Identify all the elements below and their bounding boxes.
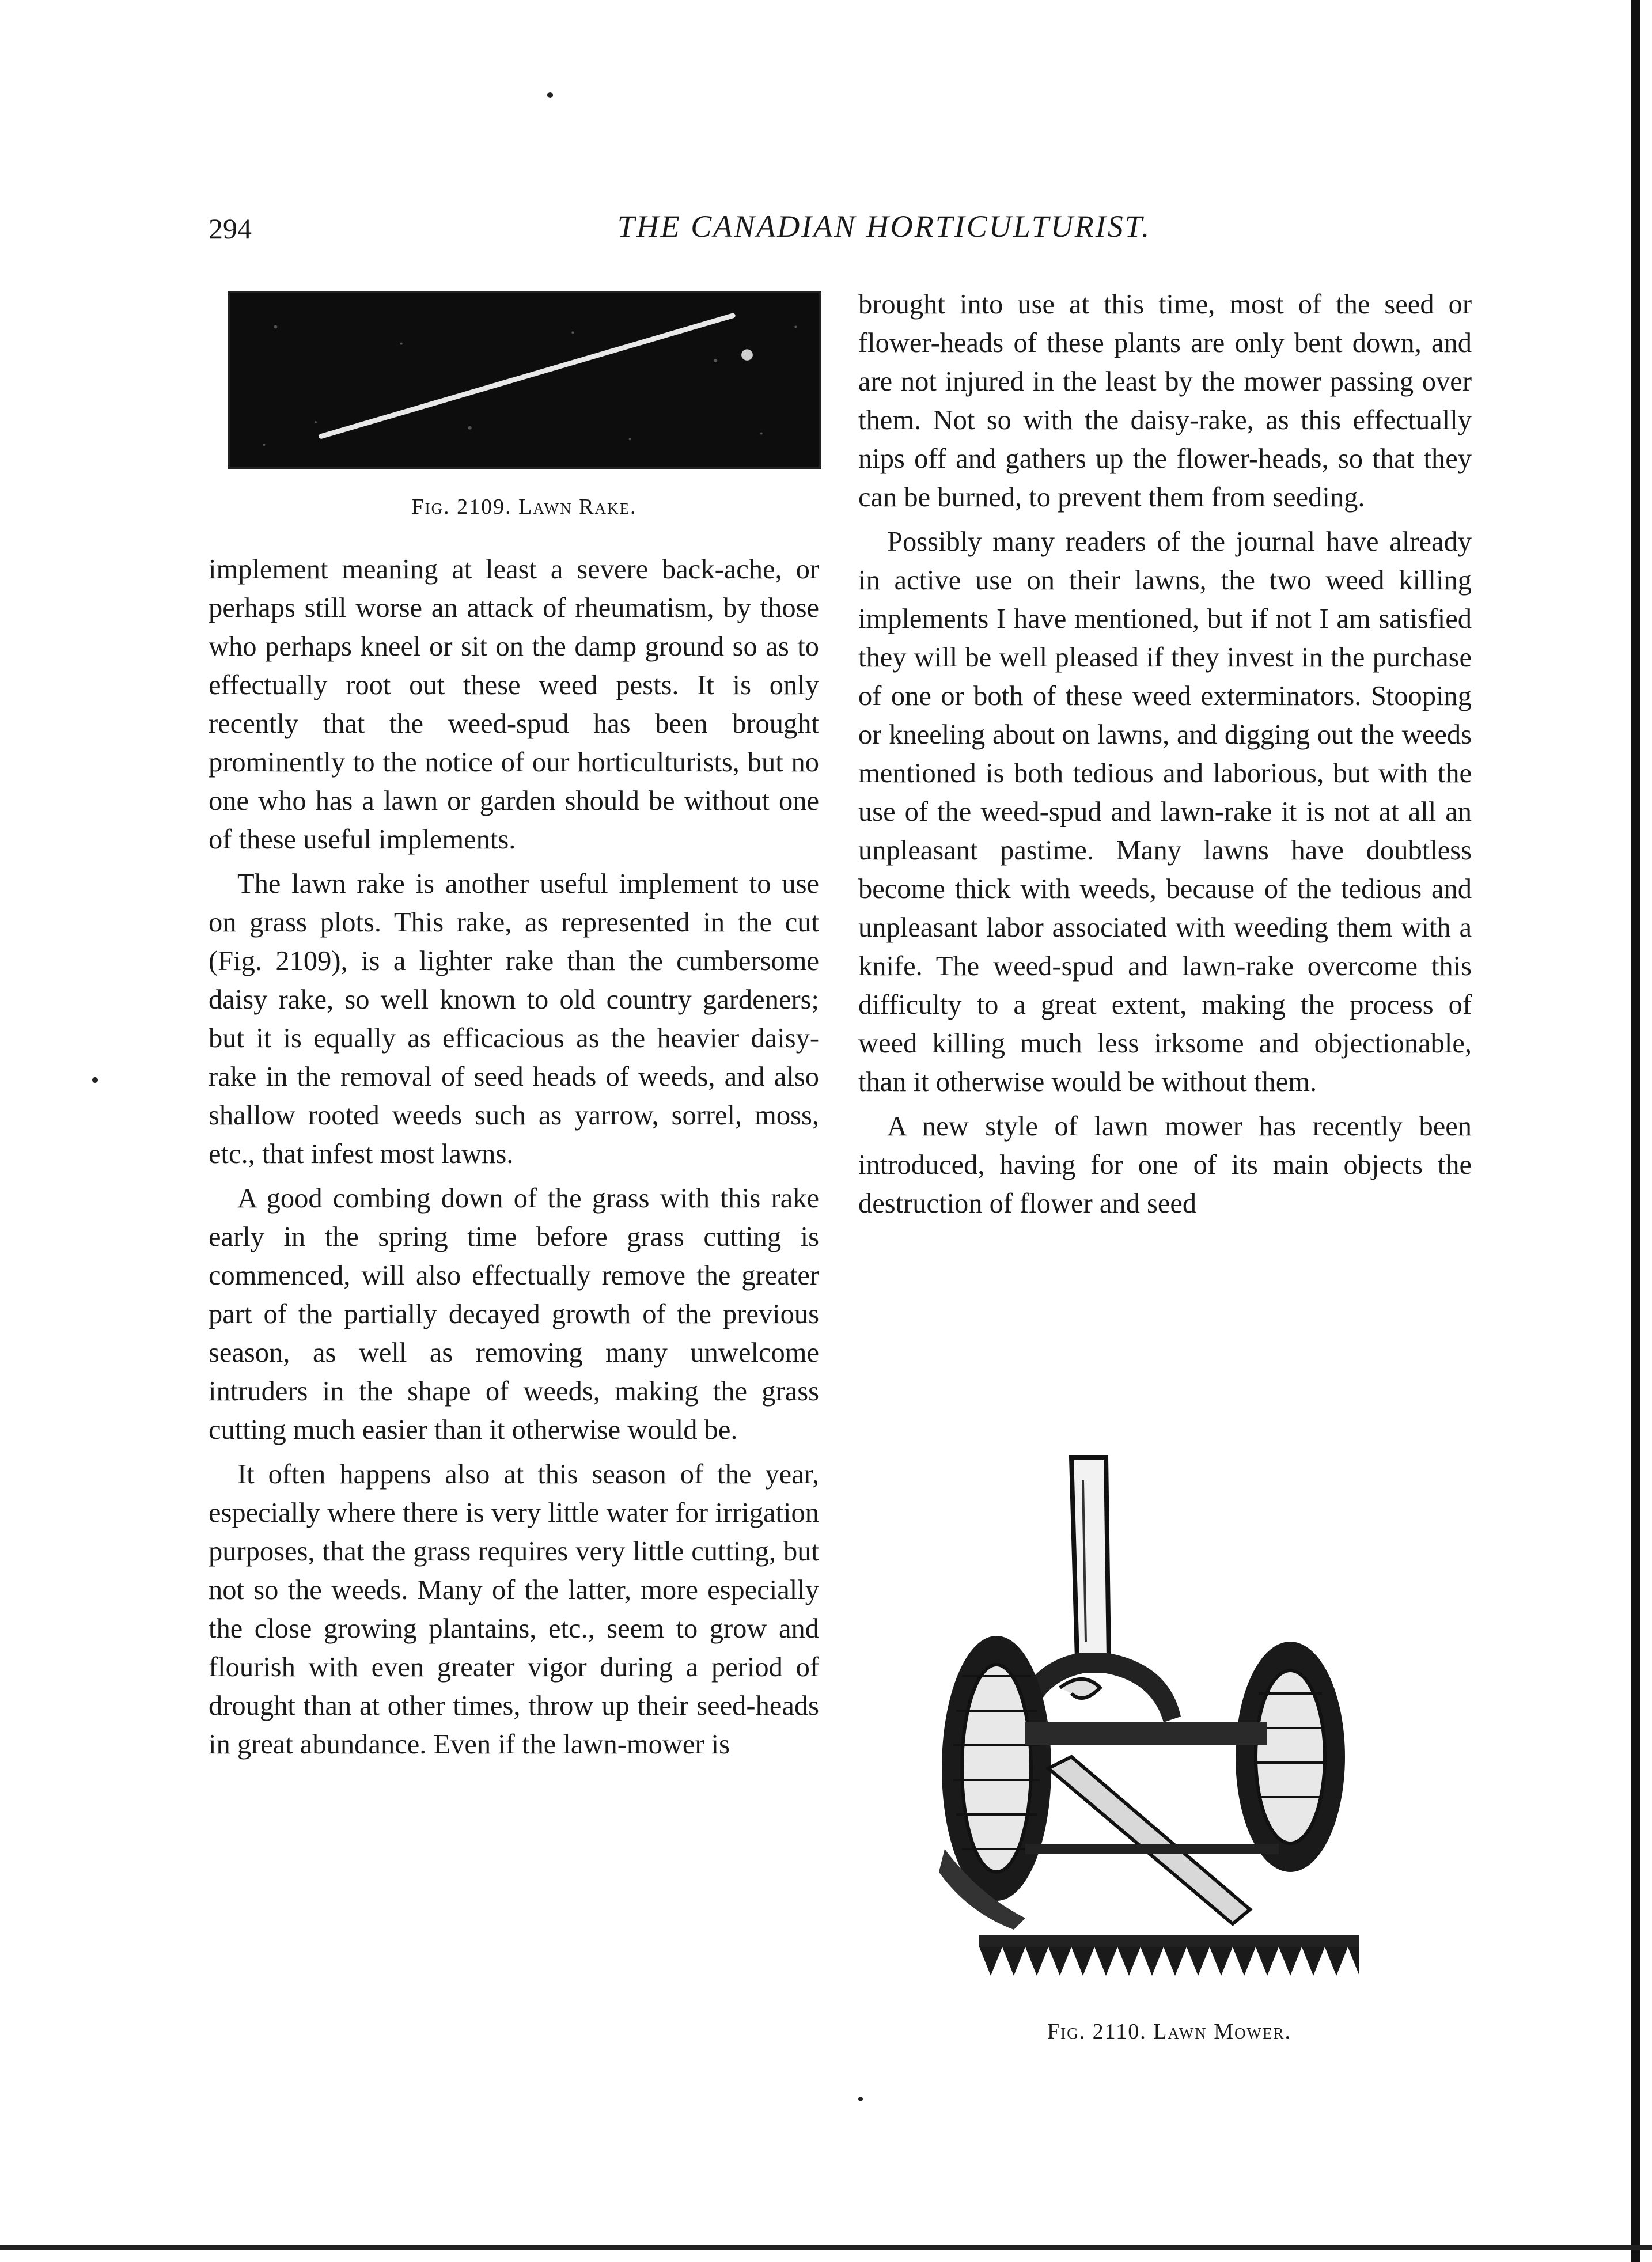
- lawn-rake-figure: [228, 291, 821, 469]
- speck: [547, 92, 553, 98]
- rake-caption: Fig. 2109. Lawn Rake.: [411, 495, 637, 519]
- right-paragraph-1: brought into use at this time, most of the seed or flower-heads of these plants are only bent down, and are not injured in the least by the mower passing over them. Not so with the daisy-rake, as this effectually nips off and gathers up the flower-heads, so that they can be burned, to prevent them from seeding.: [858, 289, 1472, 513]
- lawn-rake-illustration: [230, 293, 819, 467]
- left-paragraph-4: It often happens also at this season of the year, especially where there is very little water for irrigation purposes, that the grass requires very little cutting, but not so the weeds. Many of the latter, more especially the close growing plantains, etc., seem to grow and flourish with even greater vigor during a period of drought than at other times, throw up their seed-heads in great abundance. Even if the lawn-mower is: [209, 1459, 819, 1760]
- left-paragraph-2: The lawn rake is another useful implement to use on grass plots. This rake, as represented in the cut (Fig. 2109), is a lighter rake than the cumbersome daisy rake, so well known to old country gardeners; but it is equally as efficacious as the heavier daisy-rake in the removal of seed heads of weeds, and also shallow rooted weeds such as yarrow, sorrel, moss, etc., that infest most lawns.: [209, 869, 819, 1169]
- lawn-mower-figure: [910, 1446, 1429, 2010]
- page-bottom-edge: [0, 2245, 1652, 2250]
- lawn-mower-illustration: [910, 1446, 1429, 2010]
- right-paragraph-2: Possibly many readers of the journal have already in active use on their lawns, the two weed killing implements I have mentioned, but if not I am satisfied they will be well pleased if they invest in the purchase of one or both of these weed exterminators. Stooping or kneeling about on lawns, and digging out the weeds mentioned is both tedious and laborious, but with the use of the weed-spud and lawn-rake it is not at all an unpleasant pastime. Many lawns have doubtless become thick with weeds, because of the tedious and unpleasant labor associated with weeding them with a knife. The weed-spud and lawn-rake overcome this difficulty to a great extent, making the process of weed killing much less irksome and objectionable, than it otherwise would be without them.: [858, 526, 1472, 1097]
- running-title: THE CANADIAN HORTICULTURIST.: [617, 209, 1151, 244]
- right-paragraph-3: A new style of lawn mower has recently been introduced, having for one of its main objects the destruction of flower and seed: [858, 1111, 1472, 1219]
- left-column: [209, 550, 819, 1770]
- left-paragraph-3: A good combing down of the grass with this rake early in the spring time before grass cutting is commenced, will also effectually remove the greater part of the partially decayed growth of the previous season, as well as removing many unwelcome intruders in the shape of weeds, making the grass cutting much easier than it otherwise would be.: [209, 1183, 819, 1445]
- mower-caption: Fig. 2110. Lawn Mower.: [1047, 2019, 1292, 2044]
- page-number: 294: [209, 213, 252, 245]
- speck: [92, 1077, 98, 1083]
- speck: [858, 2097, 863, 2101]
- left-paragraph-1: implement meaning at least a severe back-ache, or perhaps still worse an attack of rheumatism, by those who perhaps kneel or sit on the damp ground so as to effectually root out these weed pests. It is only recently that the weed-spud has been brought prominently to the notice of our horticulturists, but no one who has a lawn or garden should be without one of these useful implements.: [209, 554, 819, 855]
- page-right-edge: [1631, 0, 1640, 2262]
- right-column: [858, 285, 1472, 1229]
